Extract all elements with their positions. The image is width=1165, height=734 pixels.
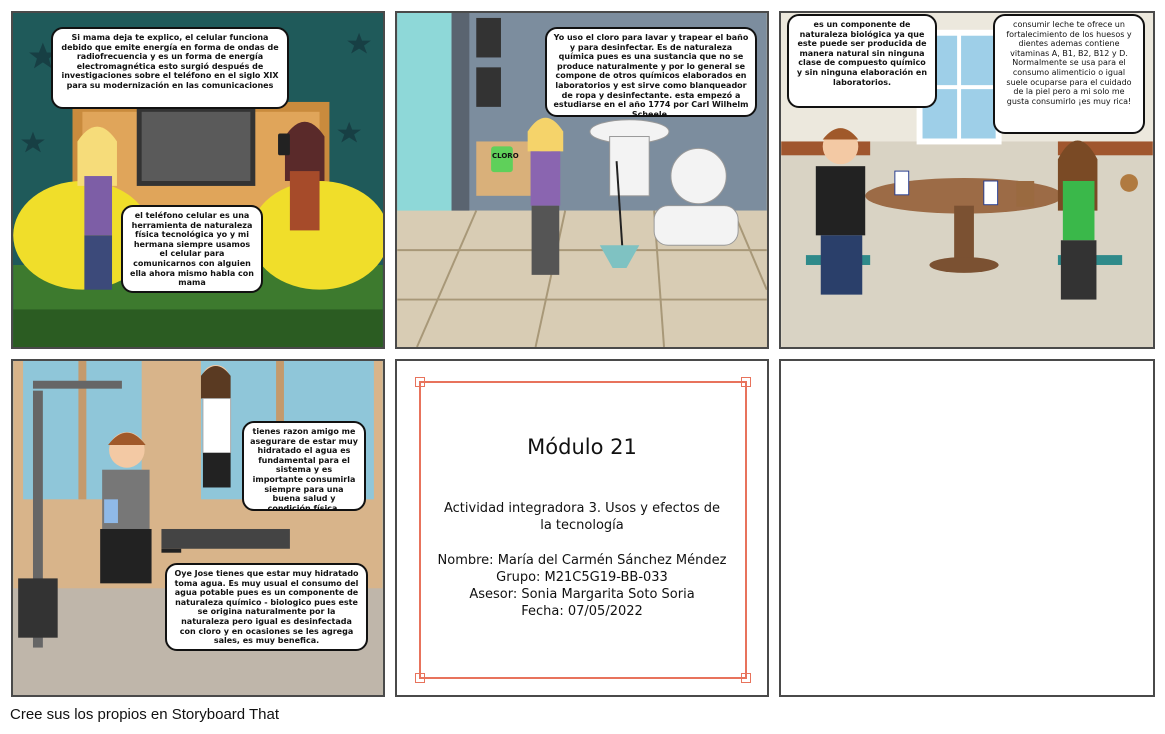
- panel-4-gym: [11, 359, 385, 697]
- speech-bubble-telefono-naturaleza: el teléfono celular es una herramienta de naturaleza física tecnológica yo y mi hermana siempre usamos el celular para comunicarnos con alguien ella ahora mismo habla con mama: [121, 205, 263, 293]
- activity-title: Actividad integradora 3. Usos y efectos de la tecnología: [443, 501, 721, 533]
- panel-5-title-card: [395, 359, 769, 697]
- student-name: Nombre: María del Carmén Sánchez Méndez: [437, 553, 727, 568]
- frame-corner: [415, 673, 425, 683]
- date: Fecha: 07/05/2022: [521, 604, 643, 619]
- frame-corner: [415, 377, 425, 387]
- panel-1-living-room: [11, 11, 385, 349]
- speech-bubble-hidratacion-respuesta: tienes razon amigo me asegurare de estar muy hidratado el agua es fundamental para el sistema y es importante consumirla siempre para una buena salud y condición física.: [242, 421, 366, 511]
- panel-3-kitchen: [779, 11, 1155, 349]
- cloro-bottle-label: CLORO: [492, 152, 519, 160]
- speech-bubble-leche-naturaleza: es un componente de naturaleza biológica ya que este puede ser producida de manera natural sin ninguna clase de compuesto químico y sin ninguna elaboración en laboratorios.: [787, 14, 937, 108]
- speech-bubble-cloro: Yo uso el cloro para lavar y trapear el baño y para desinfectar. Es de naturaleza química pues es una sustancia que no se produce naturalmente y por lo general se compone de otros químicos elaborados en laboratorios y est sirve como blanqueador de ropa y desinfectante. esta empezó a estudiarse en el año 1774 por Carl Wilhelm Scheele.: [545, 27, 757, 117]
- panel-6-empty: [779, 359, 1155, 697]
- storyboard-footer: Cree sus los propios en Storyboard That: [10, 706, 280, 723]
- panel-2-bathroom: [395, 11, 769, 349]
- advisor-name: Asesor: Sonia Margarita Soto Soria: [469, 587, 695, 602]
- speech-bubble-leche-beneficios: consumir leche te ofrece un fortalecimiento de los huesos y dientes ademas contiene vitaminas A, B1, B2, B12 y D. Normalmente se usa para el consumo alimenticio o igual suele ocuparse para el cuidado de la piel pero a mi solo me gusta consumirlo ¡es muy rica!: [993, 14, 1145, 134]
- group-code: Grupo: M21C5G19-BB-033: [496, 570, 668, 585]
- frame-corner: [741, 673, 751, 683]
- speech-bubble-agua-beneficios: Oye Jose tienes que estar muy hidratado toma agua. Es muy usual el consumo del agua potable pues es un componente de naturaleza químico - biologico pues este se origina naturalmente por la naturaleza pero igual es desinfectada con cloro y en ocasiones se les agrega sales, es muy benefica.: [165, 563, 368, 651]
- module-title: Módulo 21: [527, 435, 637, 459]
- frame-corner: [741, 377, 751, 387]
- speech-bubble-celular-explicacion: Si mama deja te explico, el celular funciona debido que emite energía en forma de ondas de radiofrecuencia y es un forma de energía electromagnética esto surgió después de investigaciones sobre el teléfono en el siglo XIX para su modernización en las comunicaciones: [51, 27, 289, 109]
